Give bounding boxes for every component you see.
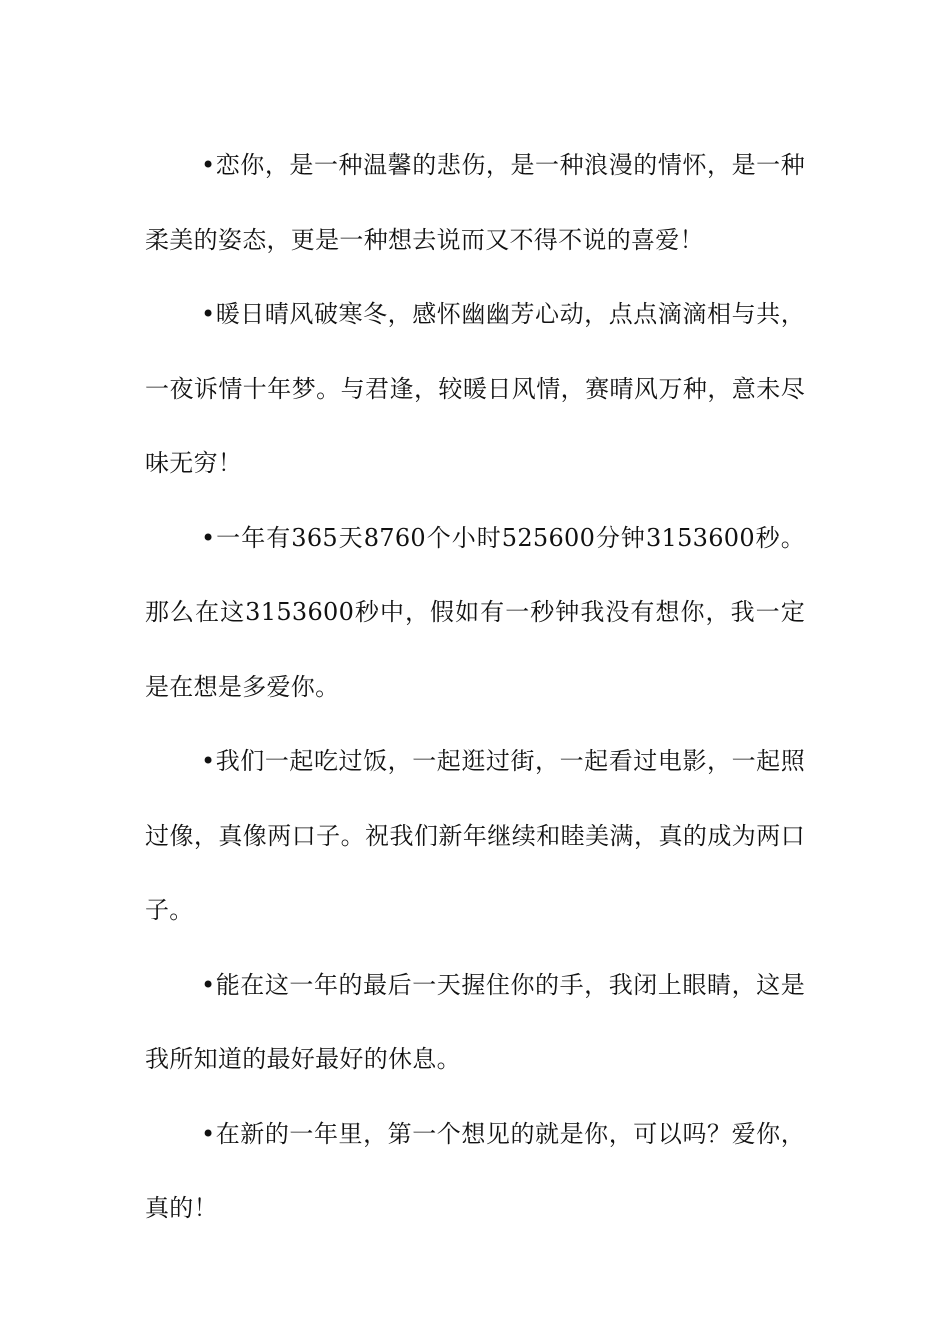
paragraph-1: •恋你，是一种温馨的悲伤，是一种浪漫的情怀，是一种柔美的姿态，更是一种想去说而又不得不说的喜爱！ — [145, 151, 805, 254]
document-body — [145, 128, 805, 1246]
paragraph-5: •能在这一年的最后一天握住你的手，我闭上眼睛，这是我所知道的最好最好的休息。 — [145, 970, 805, 1073]
paragraph-4: •我们一起吃过饭，一起逛过街，一起看过电影，一起照过像，真像两口子。祝我们新年继续和睦美满，真的成为两口子。 — [145, 747, 805, 924]
paragraph-2: •暖日晴风破寒冬，感怀幽幽芳心动，点点滴滴相与共，一夜诉情十年梦。与君逢，较暖日风情，赛晴风万种，意未尽味无穷！ — [145, 300, 805, 477]
paragraph-6: •在新的一年里，第一个想见的就是你，可以吗？爱你，真的！ — [145, 1119, 805, 1222]
paragraph-3: •一年有365天8760个小时525600分钟3153600秒。那么在这3153600秒中，假如有一秒钟我没有想你，我一定是在想是多爱你。 — [145, 523, 805, 701]
